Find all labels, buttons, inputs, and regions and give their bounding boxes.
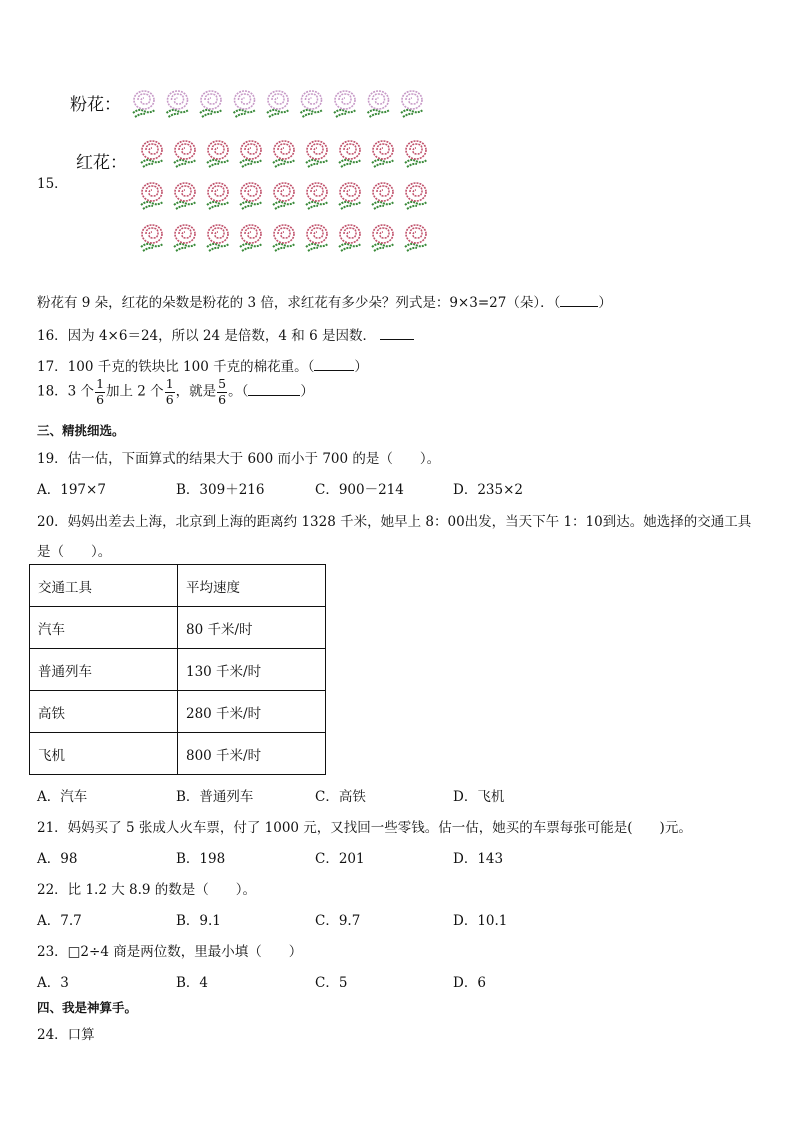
q20-option-d[interactable]: D．飞机 — [453, 789, 505, 805]
rose-icon — [401, 91, 423, 117]
rose-icon — [174, 225, 196, 251]
table-header-row — [30, 565, 326, 607]
q23-option-d[interactable]: D．6 — [453, 975, 486, 991]
rose-icon — [306, 141, 328, 167]
pink-flower-label: 粉花： — [70, 95, 121, 115]
question-16-text: 16．因为 4×6＝24，所以 24 是倍数，4 和 6 是因数． — [37, 328, 376, 344]
question-17-close: ） — [354, 359, 368, 375]
question-19-text: 19．估一估，下面算式的结果大于 600 而小于 700 的是（ ）。 — [37, 451, 441, 467]
question-21-text: 21．妈妈买了 5 张成人火车票，付了 1000 元，又找回一些零钱。估一估，她买的车票每张可能是( )元。 — [37, 820, 692, 836]
rose-icon — [334, 91, 356, 117]
table-cell: 280 千米/时 — [178, 691, 326, 733]
question-22-text: 22．比 1.2 大 8.9 的数是（ ）。 — [37, 882, 257, 898]
q19-option-c[interactable]: C．900－214 — [315, 482, 404, 498]
table-header-cell: 平均速度 — [178, 565, 326, 607]
question-18-mid2: ，就是 — [175, 383, 217, 400]
rose-icon — [273, 225, 295, 251]
pink-flower-row — [130, 84, 430, 122]
red-flower-grid — [138, 134, 434, 264]
rose-icon — [240, 183, 262, 209]
rose-icon — [372, 183, 394, 209]
table-cell: 飞机 — [30, 733, 178, 775]
answer-blank-15[interactable] — [560, 293, 598, 308]
rose-icon — [207, 141, 229, 167]
question-17 — [37, 355, 368, 375]
answer-blank-17[interactable] — [314, 357, 354, 372]
answer-blank-18[interactable] — [248, 381, 300, 396]
section-4-heading: 四、我是神算手。 — [37, 1000, 138, 1015]
table-header-cell: 交通工具 — [30, 565, 178, 607]
fraction-2: $\frac{1}{6}$ — [165, 376, 174, 407]
rose-icon — [306, 225, 328, 251]
q22-option-a[interactable]: A．7.7 — [37, 913, 82, 929]
rose-icon — [372, 225, 394, 251]
q20-option-c[interactable]: C．高铁 — [315, 789, 366, 805]
question-18 — [37, 378, 314, 406]
rose-icon — [339, 225, 361, 251]
fraction-1: $\frac{1}{6}$ — [96, 376, 105, 407]
q23-option-b[interactable]: B．4 — [176, 975, 209, 991]
question-15-statement: 粉花有 9 朵，红花的朵数是粉花的 3 倍，求红花有多少朵？列式是：9×3=27（朵）．（ — [37, 295, 561, 311]
rose-icon — [372, 141, 394, 167]
rose-icon — [273, 141, 295, 167]
q21-option-a[interactable]: A．98 — [37, 851, 78, 867]
q23-option-c[interactable]: C．5 — [315, 975, 348, 991]
rose-icon — [141, 183, 163, 209]
q23-option-a[interactable]: A．3 — [37, 975, 69, 991]
rose-icon — [234, 91, 256, 117]
rose-icon — [405, 183, 427, 209]
fraction-3: $\frac{5}{6}$ — [218, 376, 227, 407]
q22-option-c[interactable]: C．9.7 — [315, 913, 361, 929]
q21-option-d[interactable]: D．143 — [453, 851, 504, 867]
question-17-text: 17．100 千克的铁块比 100 千克的棉花重。（ — [37, 359, 315, 375]
q21-option-b[interactable]: B．198 — [176, 851, 226, 867]
rose-icon — [133, 91, 155, 117]
rose-icon — [240, 141, 262, 167]
question-18-close: ） — [300, 383, 314, 400]
q22-option-b[interactable]: B．9.1 — [176, 913, 221, 929]
table-cell: 汽车 — [30, 607, 178, 649]
question-18-mid: 加上 2 个 — [106, 383, 164, 400]
question-24-text: 24．口算 — [37, 1027, 95, 1043]
rose-icon — [207, 225, 229, 251]
rose-icon — [405, 141, 427, 167]
rose-icon — [167, 91, 189, 117]
question-23-text: 23．□2÷4 商是两位数，里最小填（ ） — [37, 944, 303, 960]
q22-option-d[interactable]: D．10.1 — [453, 913, 508, 929]
rose-icon — [141, 225, 163, 251]
question-20-line2: 是（ ）。 — [37, 544, 112, 560]
rose-icon — [267, 91, 289, 117]
question-16 — [37, 324, 414, 344]
q21-option-c[interactable]: C．201 — [315, 851, 365, 867]
rose-icon — [174, 141, 196, 167]
rose-icon — [306, 183, 328, 209]
transport-speed-table — [29, 564, 326, 775]
question-15-text — [37, 291, 612, 311]
question-18-prefix: 18．3 个 — [37, 383, 95, 400]
q20-option-b[interactable]: B．普通列车 — [176, 789, 254, 805]
section-3-heading: 三、精挑细选。 — [37, 423, 125, 438]
table-row — [30, 607, 326, 649]
rose-icon — [200, 91, 222, 117]
q20-option-a[interactable]: A．汽车 — [37, 789, 88, 805]
rose-icon — [141, 141, 163, 167]
rose-icon — [368, 91, 390, 117]
rose-icon — [240, 225, 262, 251]
red-flower-label: 红花： — [76, 153, 127, 173]
question-20-line1: 20．妈妈出差去上海，北京到上海的距离约 1328 千米，她早上 8：00出发，当天下午 1：10到达。她选择的交通工具 — [37, 514, 752, 530]
table-row — [30, 649, 326, 691]
q19-option-b[interactable]: B．309＋216 — [176, 482, 265, 498]
answer-blank-16[interactable] — [380, 326, 414, 341]
table-row — [30, 733, 326, 775]
q19-option-a[interactable]: A．197×7 — [37, 482, 106, 498]
table-cell: 130 千米/时 — [178, 649, 326, 691]
question-15-close: ） — [598, 295, 612, 311]
q19-option-d[interactable]: D．235×2 — [453, 482, 523, 498]
table-cell: 普通列车 — [30, 649, 178, 691]
rose-icon — [301, 91, 323, 117]
rose-icon — [405, 225, 427, 251]
table-cell: 高铁 — [30, 691, 178, 733]
rose-icon — [339, 183, 361, 209]
rose-icon — [207, 183, 229, 209]
question-18-suffix: 。（ — [228, 383, 249, 400]
question-15-number: 15． — [37, 176, 68, 192]
table-row — [30, 691, 326, 733]
table-cell: 800 千米/时 — [178, 733, 326, 775]
rose-icon — [273, 183, 295, 209]
rose-icon — [174, 183, 196, 209]
rose-icon — [339, 141, 361, 167]
table-cell: 80 千米/时 — [178, 607, 326, 649]
